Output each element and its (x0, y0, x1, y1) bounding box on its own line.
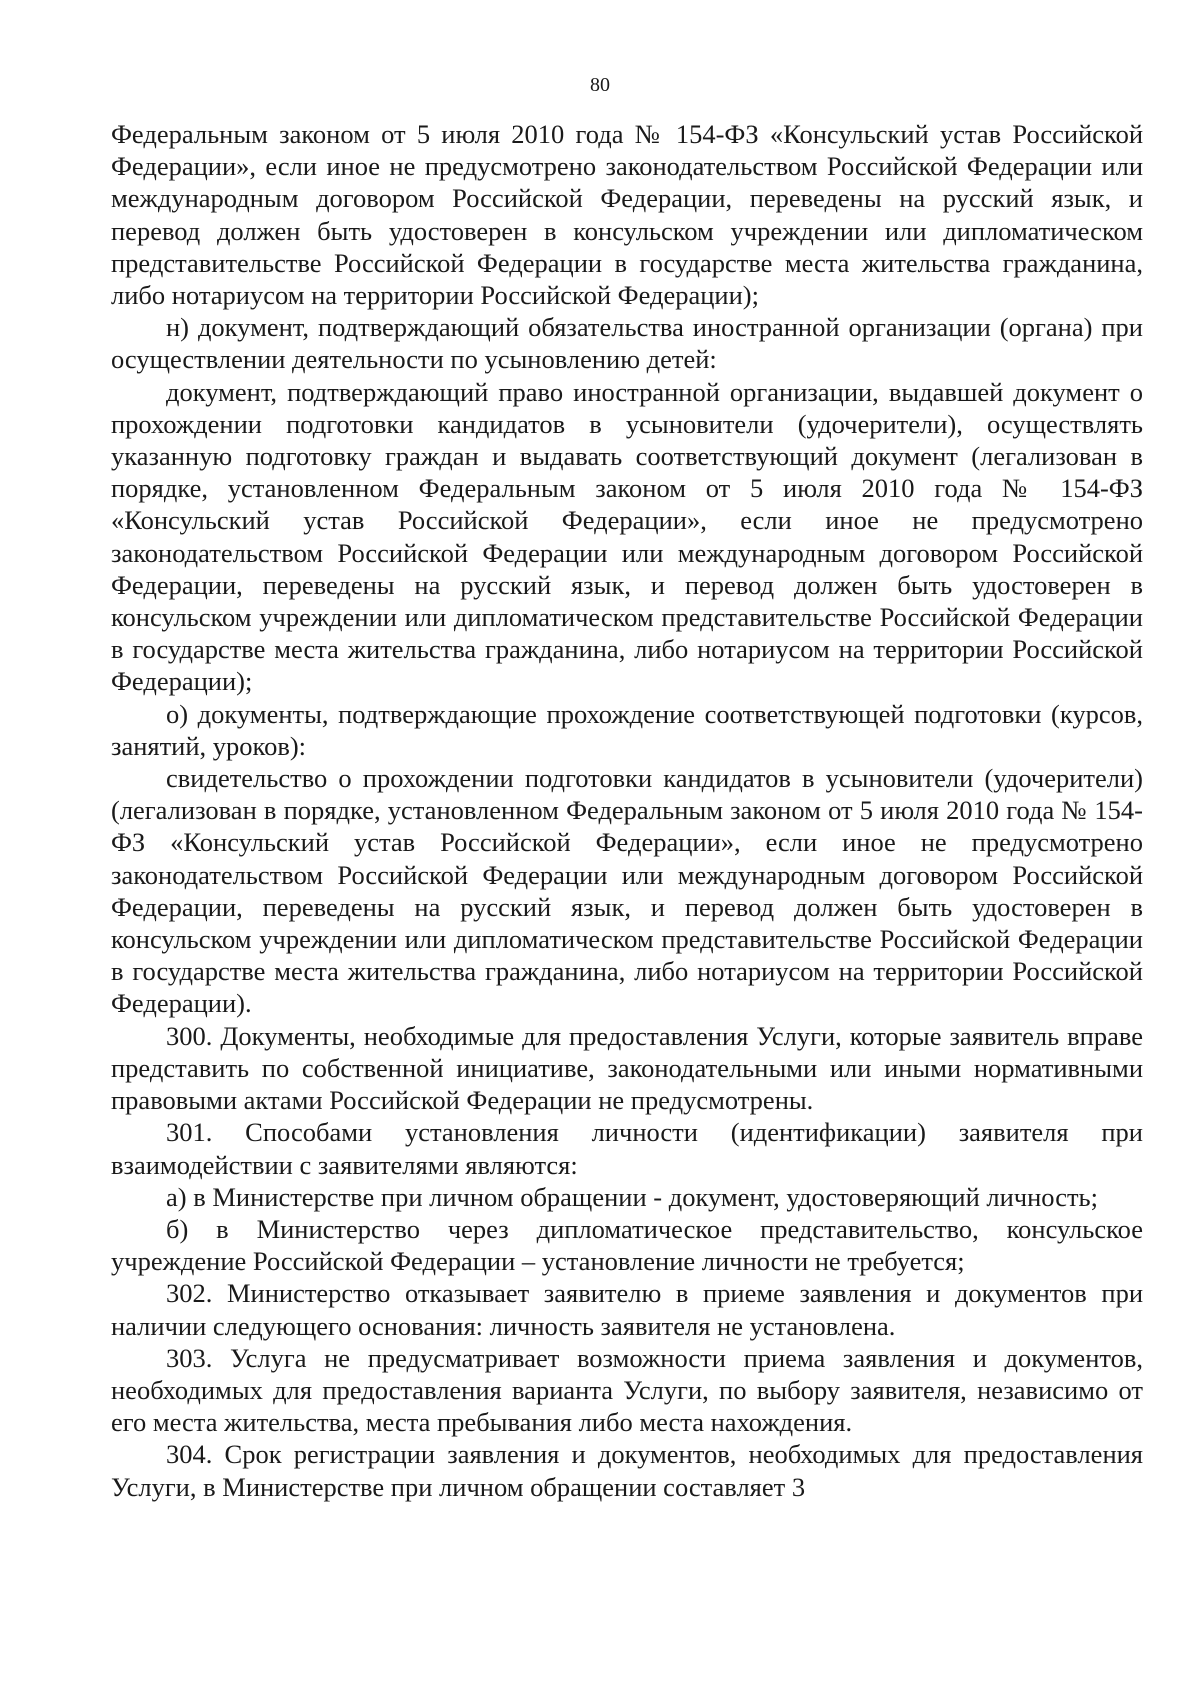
paragraph-300: 300. Документы, необходимые для предоставления Услуги, которые заявитель вправе представить по собственной инициативе, законодательными или иными нормативными правовыми актами Российской Федерации не предусмотрены. (111, 1020, 1143, 1116)
body-text (111, 118, 1143, 1503)
paragraph-301-b: б) в Министерство через дипломатическое представительство, консульское учреждение Российской Федерации – установление личности не требуется; (111, 1213, 1143, 1277)
paragraph-301: 301. Способами установления личности (идентификации) заявителя при взаимодействии с заявителями являются: (111, 1117, 1143, 1180)
paragraph-304: 304. Срок регистрации заявления и документов, необходимых для предоставления Услуги, в Министерстве при личном обращении составляет 3 (111, 1439, 1143, 1502)
paragraph-item-n-document: документ, подтверждающий право иностранной организации, выдавшей документ о прохождении подготовки кандидатов в усыновители (удочерители), осуществлять указанную подготовку граждан и выдавать соответствующий документ (легализован в порядке, установленном Федеральным законом от 5 июля 2010 года № 154-ФЗ «Консульский устав Российской Федерации», если иное не предусмотрено законодательством Российской Федерации или международным договором Российской Федерации, переведены на русский язык, и перевод должен быть удостоверен в консульском учреждении или дипломатическом представительстве Российской Федерации в государстве места жительства гражданина, либо нотариусом на территории Российской Федерации); (111, 376, 1143, 697)
paragraph-302: 302. Министерство отказывает заявителю в приеме заявления и документов при наличии следующего основания: личность заявителя не установлена. (111, 1278, 1143, 1341)
page-number: 80 (590, 74, 610, 96)
paragraph-item-o-certificate: свидетельство о прохождении подготовки кандидатов в усыновители (удочерители) (легализован в порядке, установленном Федеральным законом от 5 июля 2010 года № 154-ФЗ «Консульский устав Российской Федерации», если иное не предусмотрено законодательством Российской Федерации или международным договором Российской Федерации, переведены на русский язык, и перевод должен быть удостоверен в консульском учреждении или дипломатическом представительстве Российской Федерации в государстве места жительства гражданина, либо нотариусом на территории Российской Федерации). (111, 763, 1143, 1019)
paragraph-item-n: н) документ, подтверждающий обязательства иностранной организации (органа) при осуществлении деятельности по усыновлению детей: (111, 312, 1143, 375)
paragraph-item-o: о) документы, подтверждающие прохождение соответствующей подготовки (курсов, занятий, уроков): (111, 698, 1143, 761)
paragraph-continuation: Федеральным законом от 5 июля 2010 года № 154-ФЗ «Консульский устав Российской Федерации», если иное не предусмотрено законодательством Российской Федерации или международным договором Российской Федерации, переведены на русский язык, и перевод должен быть удостоверен в консульском учреждении или дипломатическом представительстве Российской Федерации в государстве места жительства гражданина, либо нотариусом на территории Российской Федерации); (111, 119, 1143, 311)
paragraph-303: 303. Услуга не предусматривает возможности приема заявления и документов, необходимых для предоставления варианта Услуги, по выбору заявителя, независимо от его места жительства, места пребывания либо места нахождения. (111, 1342, 1143, 1438)
paragraph-301-a: а) в Министерстве при личном обращении - документ, удостоверяющий личность; (166, 1181, 1098, 1212)
